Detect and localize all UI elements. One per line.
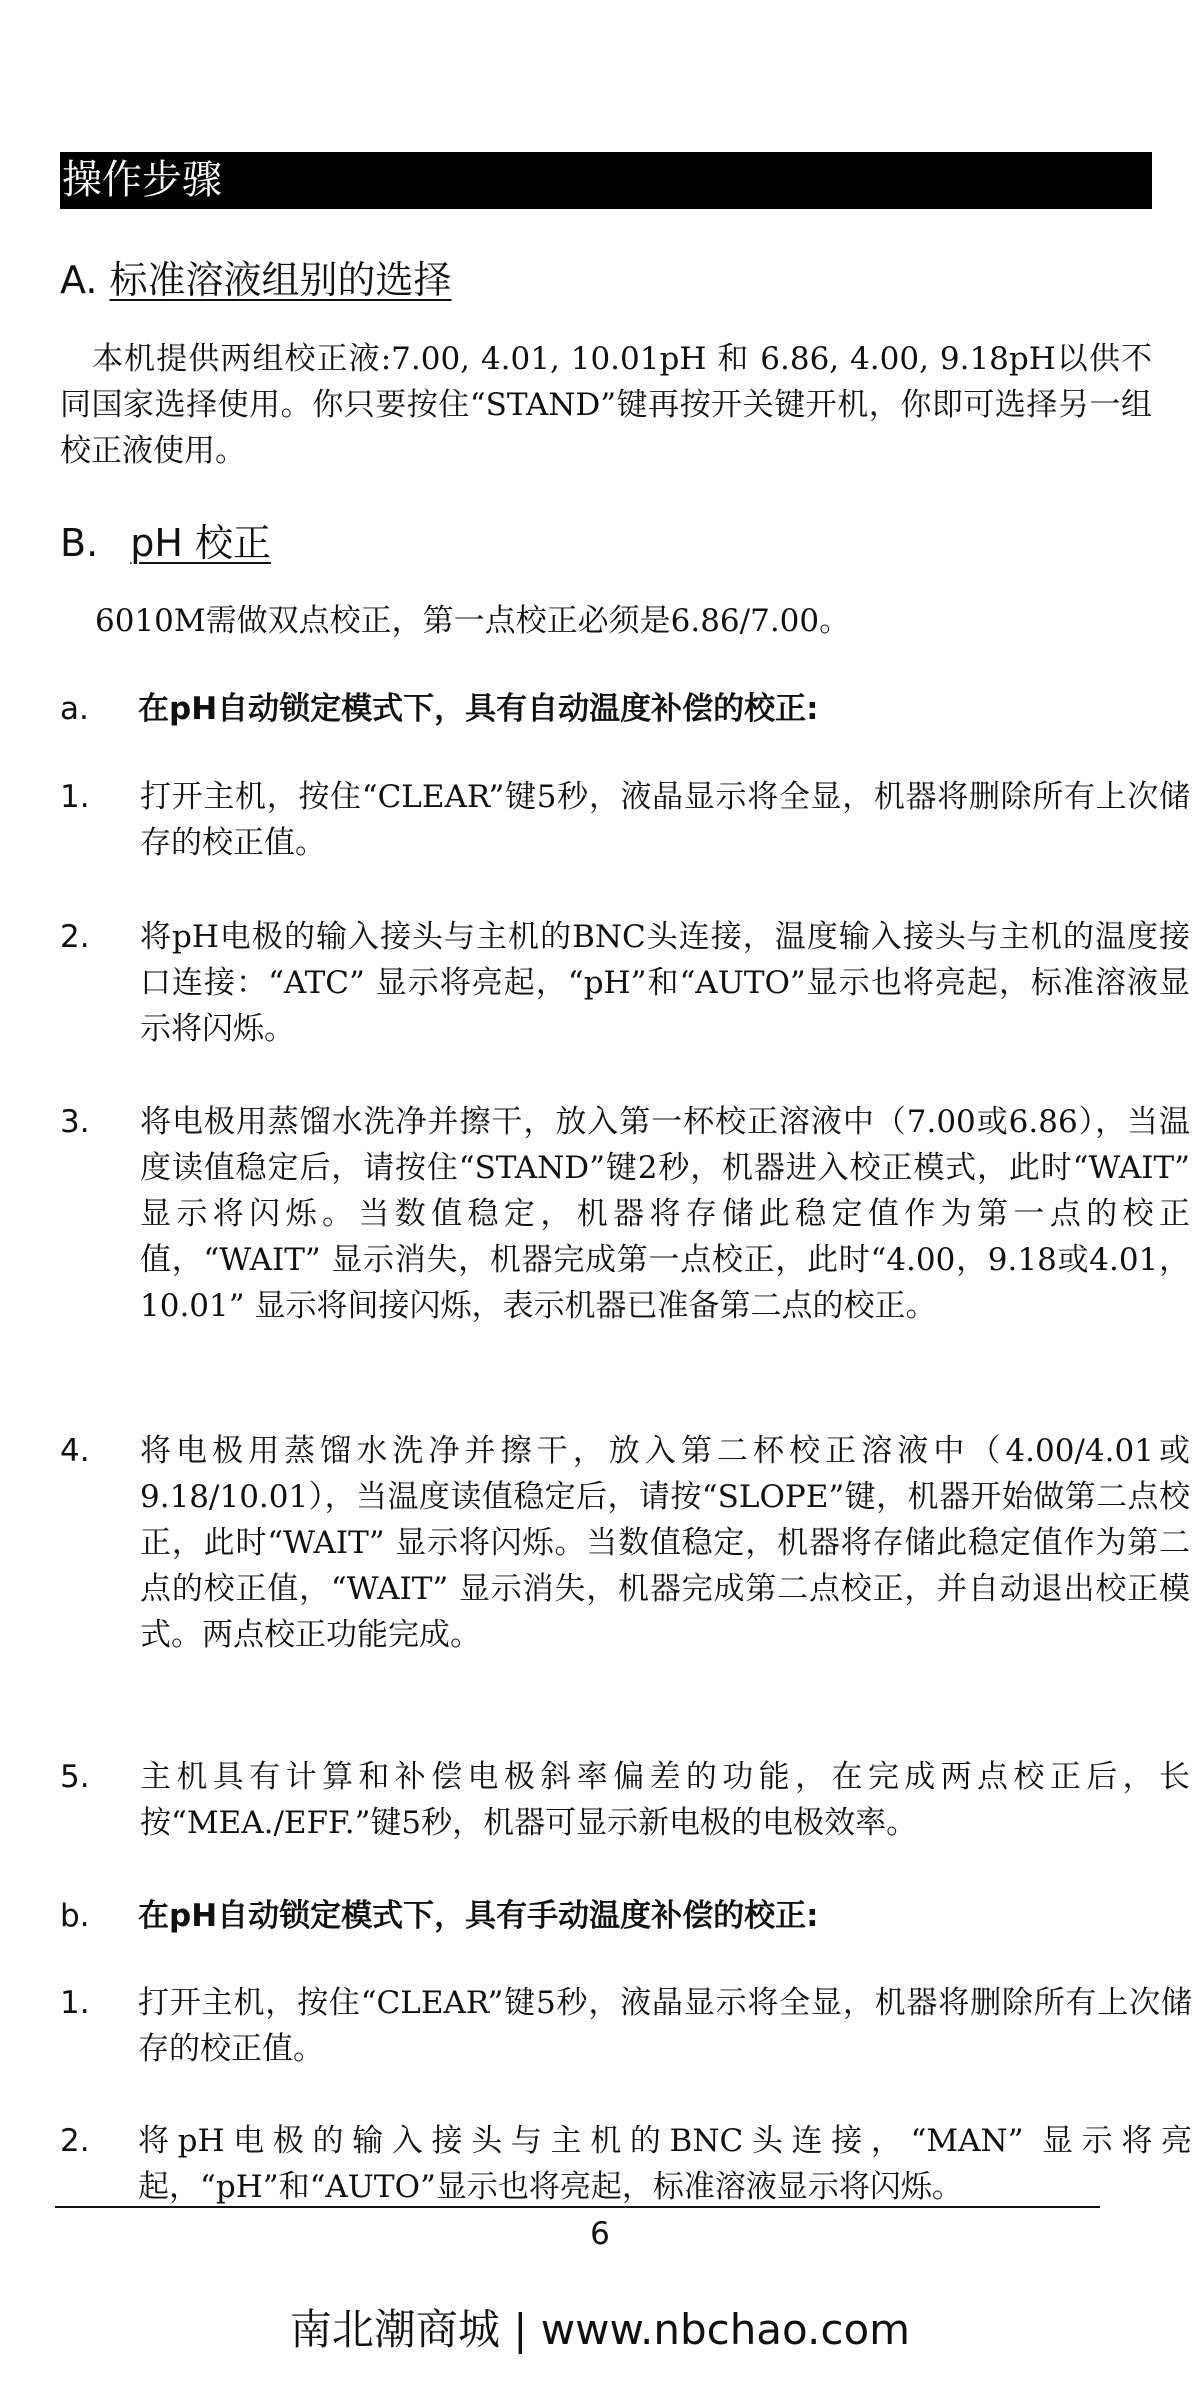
- list-item-number: 1.: [60, 779, 90, 815]
- subsection-a-marker: a.: [60, 691, 89, 727]
- footer-divider: [55, 2206, 1100, 2208]
- section-a-paragraph: 本机提供两组校正液:7.00, 4.01, 10.01pH 和 6.86, 4.00, 9.18pH以供不同国家选择使用。你只要按住“STAND”键再按开关键开机，你即可选择另一组校正液使用。: [60, 341, 1152, 469]
- section-a-marker: A.: [60, 258, 98, 302]
- list-item-number: 4.: [60, 1433, 90, 1469]
- page-number: 6: [590, 2216, 610, 2252]
- list-item-number: 5.: [60, 1759, 90, 1795]
- list-item-number: 2.: [60, 2123, 90, 2159]
- list-item-text: 将pH电极的输入接头与主机的BNC头连接，“MAN” 显示将亮起，“pH”和“AUTO”显示也将亮起，标准溶液显示将闪烁。: [138, 2123, 1192, 2205]
- section-b-heading: [60, 517, 271, 569]
- subsection-a-title: 在pH自动锁定模式下，具有自动温度补偿的校正:: [138, 691, 819, 727]
- list-item-text: 将pH电极的输入接头与主机的BNC头连接，温度输入接头与主机的温度接口连接：“ATC” 显示将亮起，“pH”和“AUTO”显示也将亮起，标准溶液显示将闪烁。: [140, 919, 1190, 1047]
- subsection-b-marker: b.: [60, 1898, 90, 1934]
- section-a-heading: [60, 254, 452, 306]
- list-item-text: 打开主机，按住“CLEAR”键5秒，液晶显示将全显，机器将删除所有上次储存的校正值。: [138, 1985, 1192, 2067]
- list-item-text: 主机具有计算和补偿电极斜率偏差的功能，在完成两点校正后，长按“MEA./EFF.”键5秒，机器可显示新电极的电极效率。: [140, 1759, 1190, 1841]
- subsection-a-heading: [60, 686, 819, 732]
- subsection-b-heading: [60, 1893, 819, 1939]
- site-footer: 南北潮商城 | www.nbchao.com: [289, 2305, 911, 2354]
- section-b-marker: B.: [60, 521, 99, 565]
- list-item-number: 1.: [60, 1985, 90, 2021]
- list-item-text: 将电极用蒸馏水洗净并擦干，放入第一杯校正溶液中（7.00或6.86），当温度读值稳定后，请按住“STAND”键2秒，机器进入校正模式，此时“WAIT” 显示将闪烁。当数值稳定，机器将存储此稳定值作为第一点的校正值，“WAIT” 显示消失，机器完成第一点校正，此时“4.00，9.18或4.01，10.01” 显示将间接闪烁，表示机器已准备第二点的校正。: [140, 1104, 1190, 1324]
- list-item-number: 2.: [60, 919, 90, 955]
- list-item-text: 将电极用蒸馏水洗净并擦干，放入第二杯校正溶液中（4.00/4.01或9.18/10.01），当温度读值稳定后，请按“SLOPE”键，机器开始做第二点校正，此时“WAIT” 显示将闪烁。当数值稳定，机器将存储此稳定值作为第二点的校正值，“WAIT” 显示消失，机器完成第二点校正，并自动退出校正模式。两点校正功能完成。: [140, 1433, 1190, 1653]
- list-item-text: 打开主机，按住“CLEAR”键5秒，液晶显示将全显，机器将删除所有上次储存的校正值。: [140, 779, 1190, 861]
- section-b-paragraph: 6010M需做双点校正，第一点校正必须是6.86/7.00。: [95, 603, 851, 639]
- chapter-banner: 操作步骤: [60, 152, 1152, 209]
- list-item-number: 3.: [60, 1104, 90, 1140]
- section-b-title: pH 校正: [130, 521, 272, 565]
- section-a-title: 标准溶液组别的选择: [109, 258, 452, 302]
- subsection-b-title: 在pH自动锁定模式下，具有手动温度补偿的校正:: [138, 1898, 819, 1934]
